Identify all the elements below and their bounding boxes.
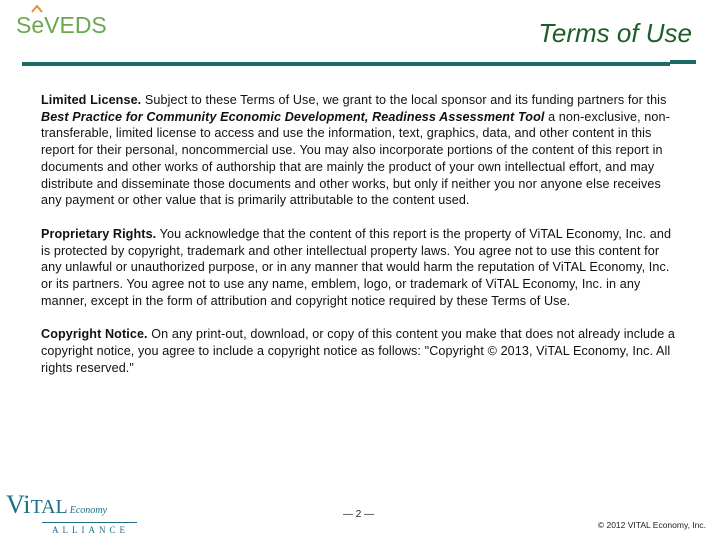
logo-alliance: ALLIANCE bbox=[52, 525, 129, 535]
chevron-up-icon bbox=[31, 5, 43, 13]
footer-copyright: © 2012 VITAL Economy, Inc. bbox=[597, 520, 706, 530]
paragraph-text: On any print-out, download, or copy of this content you make that does not already include a copyright notice, you agree to include a copyright notice as follows: "Copyright © 2013, ViTAL Economy, Inc. All rights reserved." bbox=[41, 327, 676, 375]
logo-text: SeVEDS bbox=[16, 12, 107, 38]
paragraph-text: Subject to these Terms of Use, we grant to the local sponsor and its funding partners for this bbox=[141, 93, 667, 107]
copyright-notice-paragraph bbox=[41, 326, 681, 376]
logo-wordmark bbox=[6, 490, 141, 520]
logo-economy: Economy bbox=[69, 505, 107, 516]
header-divider-accent bbox=[670, 60, 696, 64]
seveds-logo bbox=[16, 12, 107, 38]
limited-license-paragraph bbox=[41, 92, 681, 209]
terms-body bbox=[41, 92, 681, 394]
logo-tal: TAL bbox=[30, 496, 68, 518]
report-title: Best Practice for Community Economic Development, Readiness Assessment Tool bbox=[41, 109, 545, 124]
paragraph-heading: Copyright Notice. bbox=[41, 327, 148, 342]
vital-economy-alliance-logo bbox=[6, 490, 141, 538]
page-title: Terms of Use bbox=[538, 18, 692, 48]
paragraph-text: You acknowledge that the content of this report is the property of ViTAL Economy, Inc. and is protected by copyright, trademark and other intellectual property laws. You agree not to use this content for any unlawful or unauthorized purpose, or in any manner that would harm the reputation of ViTAL Economy, Inc. or its partners. You agree not to use any name, emblem, logo, or trademark of ViTAL Economy, Inc. in any manner, except in the form of attribution and copyright notice required by these Terms of Use. bbox=[41, 226, 672, 308]
page-number: — 2 — bbox=[343, 509, 375, 520]
header-divider bbox=[22, 62, 670, 66]
paragraph-heading: Limited License. bbox=[41, 93, 142, 107]
paragraph-text: a non-exclusive, non-transferable, limited license to access and use the information, text, graphics, data, and other content in this report for their personal, noncommercial use. You may also incorporate portions of the content of this report in documents and other works of authorship that are mainly the product of your own intellectual effort, and may distribute and disseminate those documents and other works, but only if neither you nor anyone else receives any payment or other value that is primarily attributable to the content used. bbox=[41, 109, 670, 208]
logo-vi: Vi bbox=[6, 490, 31, 519]
paragraph-heading: Proprietary Rights. bbox=[41, 226, 157, 241]
proprietary-rights-paragraph bbox=[41, 226, 681, 310]
